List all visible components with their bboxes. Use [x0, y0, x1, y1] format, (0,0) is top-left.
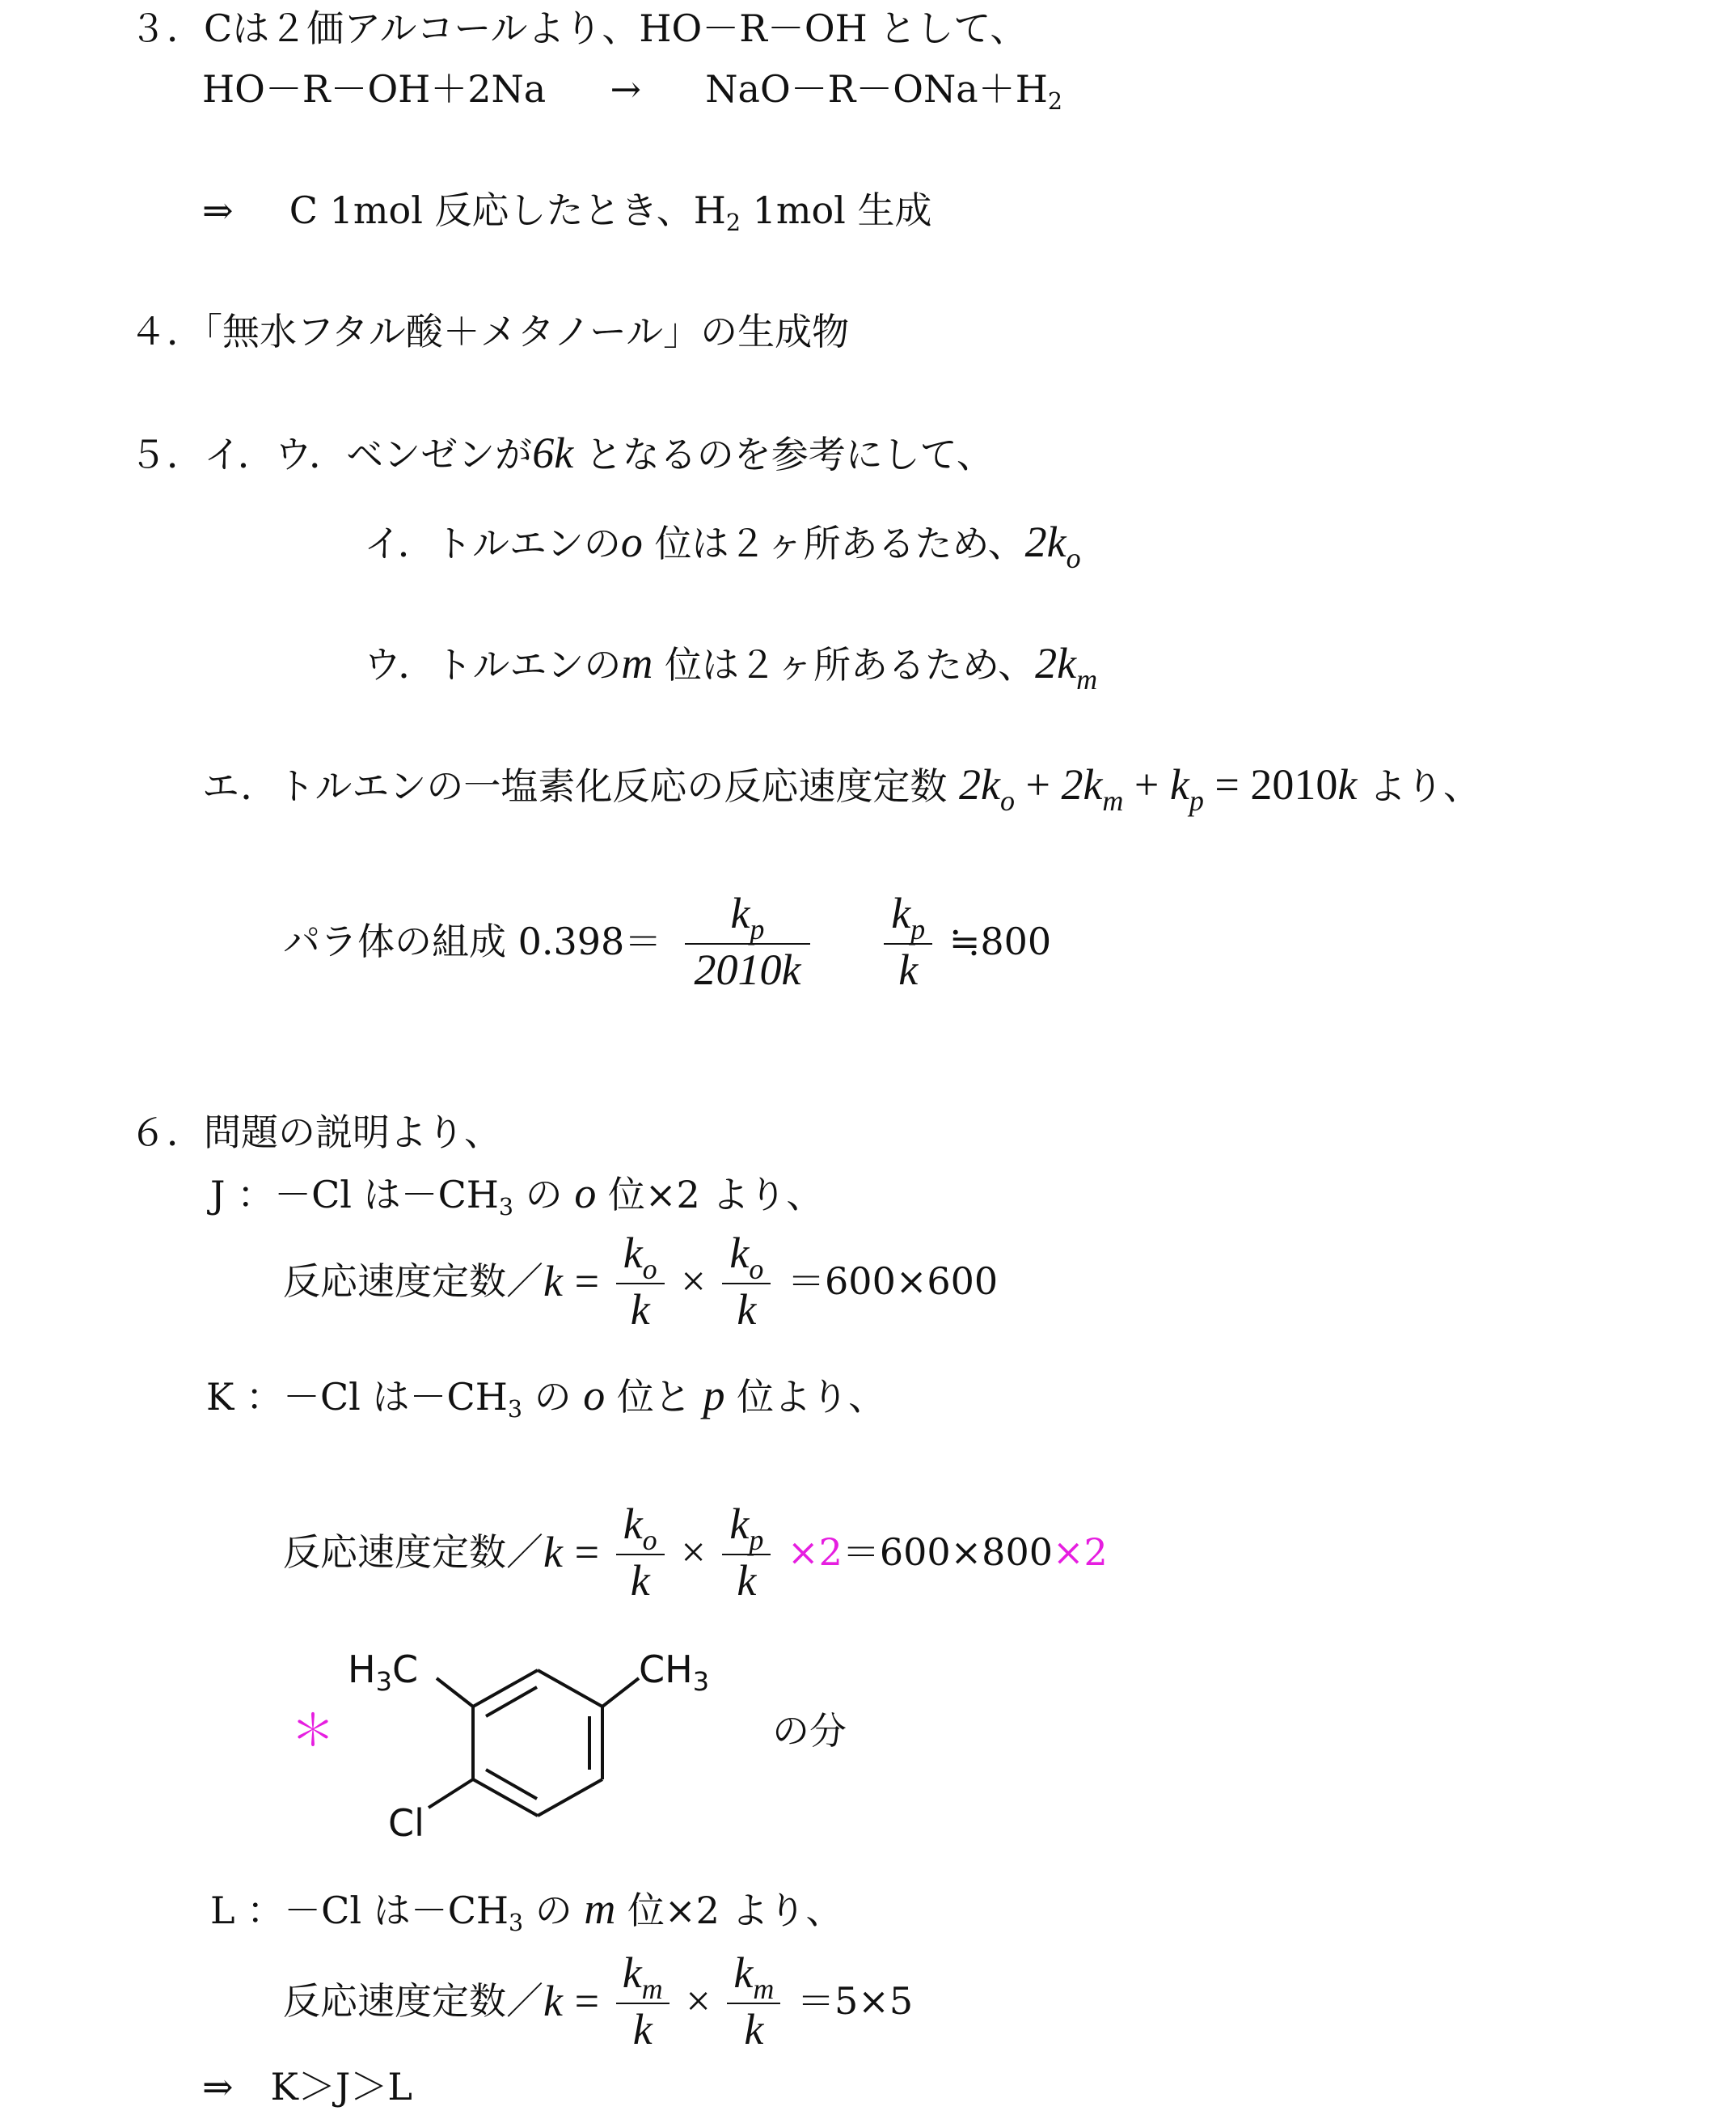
s5-para-composition: パラ体の組成 0.398＝ $\frac{k_p}{2010k}$ $\frac{k_p}{k}$ ≒800	[283, 889, 1052, 994]
s6-k-line: K ：－Cl は－CH3 の o 位と p 位より、	[206, 1371, 886, 1423]
fraction-kp-2010k: $\frac{k_p}{2010k}$	[685, 888, 810, 995]
arrow-icon: →	[610, 67, 642, 111]
rate-constant-sum: $2k_o + 2k_m + k_p = 2010k$	[959, 760, 1358, 817]
s6-k-equation: 反応速度定数／k = $\frac{k_o}{k}$ × $\frac{k_p}{k}$ ×2＝600×800×2	[283, 1500, 1108, 1605]
times-two-highlight-2: ×2	[1053, 1530, 1108, 1574]
times-two-highlight: ×2	[788, 1530, 843, 1574]
s5-item-i: イ．トルエンのo 位は２ヶ所あるため、$2k_o$	[364, 518, 1081, 574]
ring-bond	[538, 1670, 602, 1707]
h3c-label: $H_3C$	[348, 1648, 419, 1697]
s5-intro: ５．イ．ウ．ベンゼンが6k となるのを参考にして、	[129, 429, 994, 477]
fraction-ko-k: $\frac{k_o}{k}$	[616, 1499, 665, 1605]
s6-number: ６．	[129, 1110, 204, 1154]
s3-number: ３．	[129, 6, 204, 50]
fraction-kp-k: $\frac{k_p}{k}$	[884, 888, 932, 995]
s3-result: ⇒ C 1mol 反応したとき、H2 1mol 生成	[202, 188, 932, 237]
chloro-dimethylbenzene-structure	[315, 1626, 800, 1868]
s6-j-equation: 反応速度定数／k = $\frac{k_o}{k}$ × $\frac{k_o}{k}$ ＝600×600	[283, 1229, 999, 1334]
s6-conclusion: ⇒ K＞J＞L	[202, 2065, 412, 2109]
s5-item-e: エ．トルエンの一塩素化反応の反応速度定数 $2k_o + 2k_m + k_p = 2010k$ より、	[202, 760, 1480, 817]
s6-j-line: J ：－Cl は－CH3 の o 位×2 より、	[210, 1169, 824, 1221]
s5-number: ５．	[129, 433, 204, 476]
fraction-km-k-1: $\frac{k_m}{k}$	[616, 1948, 669, 2054]
double-bond	[486, 1687, 537, 1716]
ring-bond	[473, 1779, 538, 1816]
implies-icon: ⇒	[202, 188, 234, 232]
s3-line1: ３．Cは２価アルコールより、HO－R－OH として、	[129, 6, 1028, 50]
s6-l-equation: 反応速度定数／k = $\frac{k_m}{k}$ × $\frac{k_m}{k}$ ＝5×5	[283, 1948, 914, 2054]
ring-bond	[473, 1670, 538, 1707]
cl-label: Cl	[388, 1801, 424, 1845]
s5-item-u: ウ．トルエンのm 位は２ヶ所あるため、$2k_m$	[364, 639, 1098, 696]
fraction-ko-k-2: $\frac{k_o}{k}$	[722, 1228, 771, 1335]
s4-number: ４．	[129, 310, 204, 353]
fraction-km-k-2: $\frac{k_m}{k}$	[727, 1948, 780, 2054]
methyl-bond-left	[437, 1678, 473, 1707]
fraction-ko-k-1: $\frac{k_o}{k}$	[616, 1228, 665, 1335]
s4-line: ４．「無水フタル酸＋メタノール」の生成物	[129, 310, 850, 353]
chloro-bond	[429, 1779, 473, 1808]
asterisk-note-mark: ＊	[291, 1705, 335, 1756]
ch3-label: $CH_3$	[639, 1648, 710, 1697]
ring-bond	[538, 1779, 602, 1816]
s6-intro: ６．問題の説明より、	[129, 1110, 501, 1154]
double-bond	[486, 1770, 537, 1799]
s6-l-line: L ：－Cl は－CH3 の m 位×2 より、	[210, 1884, 843, 1937]
fraction-kp-k-2: $\frac{k_p}{k}$	[722, 1499, 771, 1605]
s3-reaction-equation: HO－R－OH＋2Na → NaO－R－ONa＋H2	[202, 67, 1062, 116]
note-text: の分	[772, 1709, 847, 1753]
methyl-bond-right	[602, 1678, 639, 1707]
